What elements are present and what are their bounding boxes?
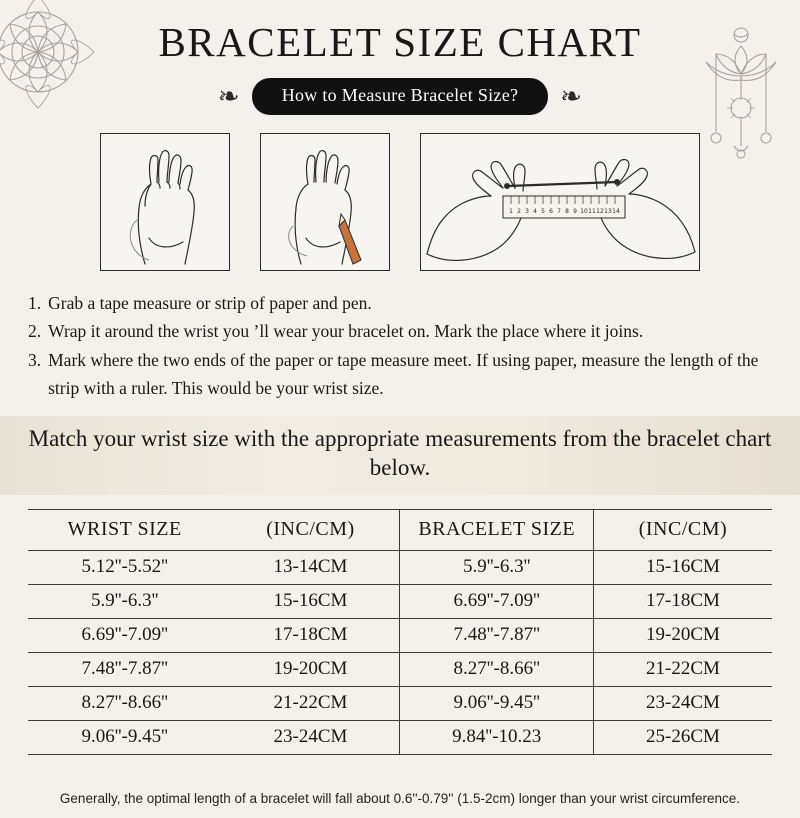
svg-text:8: 8 bbox=[565, 208, 569, 215]
cell-wrist-cm: 15-16CM bbox=[221, 584, 400, 618]
match-size-banner: Match your wrist size with the appropriate measurements from the bracelet chart below. bbox=[0, 416, 800, 495]
footnote: Generally, the optimal length of a bracelet will fall about 0.6''-0.79'' (1.5-2cm) longer than your wrist circumference. bbox=[59, 791, 741, 806]
list-item bbox=[28, 346, 772, 403]
svg-text:2: 2 bbox=[517, 208, 521, 215]
svg-text:12: 12 bbox=[596, 208, 604, 215]
illustration-hand-with-tape-measure bbox=[100, 133, 230, 271]
cell-wrist-size: 7.48''-7.87'' bbox=[28, 652, 221, 686]
cell-bracelet-size: 5.9''-6.3'' bbox=[400, 550, 593, 584]
size-table-wrapper bbox=[28, 509, 772, 755]
step-number: 1. bbox=[28, 293, 42, 313]
illustration-hands-measuring-strip-with-ruler bbox=[420, 133, 700, 271]
cell-wrist-cm: 19-20CM bbox=[221, 652, 400, 686]
cell-bracelet-cm: 21-22CM bbox=[593, 652, 772, 686]
svg-text:3: 3 bbox=[525, 208, 529, 215]
cell-wrist-size: 9.06''-9.45'' bbox=[81, 725, 168, 747]
column-header-bracelet-units: (INC/CM) bbox=[593, 510, 772, 551]
svg-text:5: 5 bbox=[541, 208, 545, 215]
column-header-wrist-units: (INC/CM) bbox=[221, 510, 400, 551]
table-row bbox=[28, 618, 772, 652]
cell-wrist-cm: 13-14CM bbox=[221, 550, 400, 584]
cell-wrist-cm: 17-18CM bbox=[221, 618, 400, 652]
list-item bbox=[28, 317, 772, 345]
svg-text:9: 9 bbox=[573, 208, 577, 215]
illustration-row bbox=[0, 133, 800, 271]
table-row bbox=[28, 720, 772, 754]
cell-bracelet-cm: 23-24CM bbox=[593, 686, 772, 720]
table-header-row bbox=[28, 510, 772, 551]
table-row bbox=[28, 550, 772, 584]
cell-bracelet-size: 9.84''-10.23 bbox=[400, 720, 593, 754]
step-text: Wrap it around the wrist you ʼll wear your bracelet on. Mark the place where it joins. bbox=[48, 321, 644, 342]
step-number: 2. bbox=[28, 321, 42, 342]
cell-bracelet-size: 6.69''-7.09'' bbox=[400, 584, 593, 618]
cell-wrist-size: 8.27''-8.66'' bbox=[28, 686, 221, 720]
table-row bbox=[28, 652, 772, 686]
subtitle-pill: How to Measure Bracelet Size? bbox=[252, 78, 549, 115]
page-title: BRACELET SIZE CHART bbox=[158, 19, 642, 65]
cell-bracelet-size: 7.48''-7.87'' bbox=[400, 618, 593, 652]
cell-wrist-size: 6.69''-7.09'' bbox=[28, 618, 221, 652]
svg-text:10: 10 bbox=[580, 208, 588, 215]
cell-bracelet-size: 8.27''-8.66'' bbox=[400, 652, 593, 686]
flourish-left-icon: ❧ bbox=[217, 81, 240, 112]
svg-text:1: 1 bbox=[509, 208, 513, 215]
list-item bbox=[28, 289, 772, 317]
cell-bracelet-cm: 17-18CM bbox=[593, 584, 772, 618]
illustration-hand-with-pen-marking bbox=[260, 133, 390, 271]
subtitle-row bbox=[0, 78, 800, 115]
table-row bbox=[28, 584, 772, 618]
cell-wrist-cm: 21-22CM bbox=[221, 686, 400, 720]
cell-wrist-size: 5.12''-5.52'' bbox=[28, 550, 221, 584]
column-header-wrist-size: WRIST SIZE bbox=[28, 510, 221, 551]
svg-text:14: 14 bbox=[612, 208, 620, 215]
svg-text:7: 7 bbox=[557, 208, 561, 215]
flourish-right-icon: ❧ bbox=[560, 81, 583, 112]
svg-text:13: 13 bbox=[604, 208, 612, 215]
instruction-list bbox=[28, 289, 772, 402]
svg-text:6: 6 bbox=[549, 208, 553, 215]
cell-bracelet-cm: 19-20CM bbox=[593, 618, 772, 652]
cell-bracelet-cm: 15-16CM bbox=[593, 550, 772, 584]
step-text: Grab a tape measure or strip of paper and pen. bbox=[48, 293, 372, 313]
svg-text:4: 4 bbox=[533, 208, 537, 215]
svg-text:11: 11 bbox=[588, 208, 596, 215]
table-row bbox=[28, 686, 772, 720]
size-table bbox=[28, 510, 772, 754]
cell-bracelet-cm: 25-26CM bbox=[593, 720, 772, 754]
cell-wrist-cm: 23-24CM bbox=[273, 725, 348, 747]
cell-wrist-size: 5.9''-6.3'' bbox=[28, 584, 221, 618]
step-text: Mark where the two ends of the paper or tape measure meet. If using paper, measure the length of the strip with a ruler. This would be your wrist size. bbox=[48, 349, 759, 399]
cell-bracelet-size: 9.06''-9.45'' bbox=[400, 686, 593, 720]
column-header-bracelet-size: BRACELET SIZE bbox=[400, 510, 593, 551]
step-number: 3. bbox=[28, 349, 42, 370]
